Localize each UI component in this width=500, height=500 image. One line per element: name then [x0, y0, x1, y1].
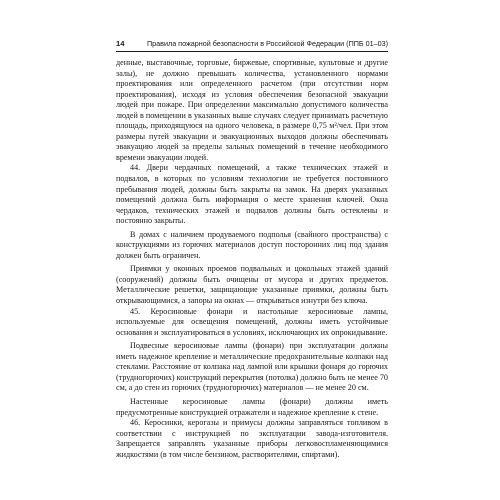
body-text: [116, 58, 388, 460]
page-header: [116, 37, 388, 50]
paragraph-46: 46. Керосинки, керогазы и примусы должны заправляться топливом в соответствии с инструкцией по эксплуатации завода-изготовителя. Запрещается заправлять указанные приборы легковоспламеняющимися жидкостями (в том числе бензином, растворителями, спиртами).: [116, 418, 388, 459]
page-number: 14: [116, 39, 125, 48]
paragraph-wall-lamps: Настенные керосиновые лампы (фонари) должны иметь предусмотренные конструкцией отражатели и надежное крепление к стене.: [116, 396, 388, 417]
paragraph-hanging-lamps: Подвесные керосиновые лампы (фонари) при эксплуатации должны иметь надежное крепление и металлические предохранительные колпаки над стеклами. Расстояние от колпака над лампой или крышки фонаря до горючих (трудногорючих) конструкций перекрытия (потолка) должно быть не менее 70 см, а до стен из горючих (трудногорючих) материалов — не менее 20 см.: [116, 341, 388, 393]
running-title: Правила пожарной безопасности в Российской Федерации (ППБ 01–03): [147, 39, 388, 48]
paragraph-crawl-space: В домах с наличием продуваемого подполья (свайного пространства) с конструкциями из горючих материалов доступ посторонних лиц под здания должен быть ограничен.: [116, 229, 388, 260]
paragraph-window-pits: Приямки у оконных проемов подвальных и цокольных этажей зданий (сооружений) должны быть очищены от мусора и других предметов. Металлические решетки, защищающие указанные приямки, должны быть открывающимися, а запоры на окнах — открываться изнутри без ключа.: [116, 264, 388, 306]
paragraph-45: 45. Керосиновые фонари и настольные керосиновые лампы, используемые для освещения помещений, должны иметь устойчивые основания и эксплуатироваться в условиях, исключающих их опрокидывание.: [116, 306, 388, 337]
paragraph-continuation: денные, выставочные, торговые, биржевые, спортивные, культовые и другие залы), не должно превышать количества, установленного нормами проектирования или определенного расчетом (при отсутствии норм проектирования), исходя из условия обеспечения безопасной эвакуации людей при пожаре. При определении максимально допустимого количества людей в помещении в указанных выше случаях следует принимать расчетную площадь, приходящуюся на одного человека, в размере 0,75 м²/чел. При этом размеры путей эвакуации и эвакуационных выходов должны обеспечивать эвакуацию людей за пределы зальных помещений в течение необходимого времени эвакуации людей.: [116, 58, 388, 162]
paragraph-44: 44. Двери чердачных помещений, а также технических этажей и подвалов, в которых по условиям технологии не требуется постоянного пребывания людей, должны быть закрыты на замок. На дверях указанных помещений должна быть информация о месте хранения ключей. Окна чердаков, технических этажей и подвалов должны быть остеклены и постоянно закрыты.: [116, 163, 388, 226]
header-rule: [116, 51, 388, 52]
